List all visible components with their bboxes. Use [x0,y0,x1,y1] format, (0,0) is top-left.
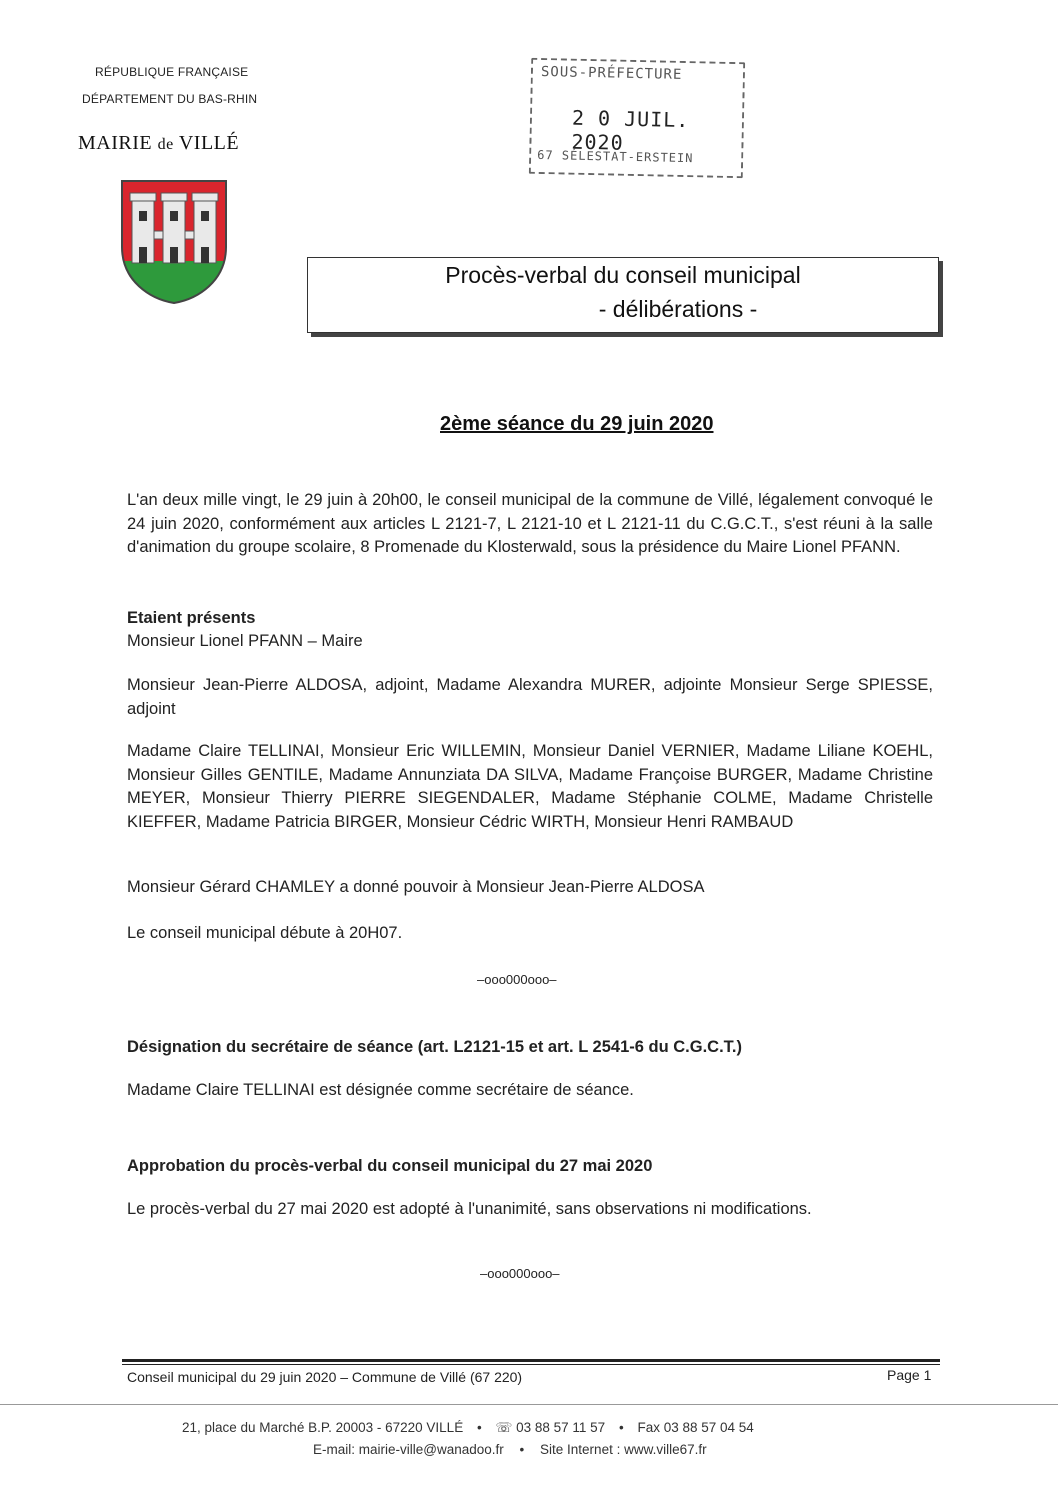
bullet-2: • [618,1420,624,1435]
address-line [182,1420,754,1436]
presents-conseillers: Madame Claire TELLINAI, Monsieur Eric WILLEMIN, Monsieur Daniel VERNIER, Madame Liliane KOEHL, Monsieur Gilles GENTILE, Madame Annunziata DA SILVA, Madame Françoise BURGER, Madame Christine MEYER, Monsieur Thierry PIERRE SIEGENDALER, Madame Stéphanie COLME, Madame Christelle KIEFFER, Madame Patricia BIRGER, Monsieur Cédric WIRTH, Monsieur Henri RAMBAUD [127,742,933,831]
section-secretaire-text: Madame Claire TELLINAI est désignée comme secrétaire de séance. [127,1081,634,1099]
coat-of-arms-icon [118,177,230,305]
mairie-ville: VILLÉ [178,132,240,154]
presents-maire: Monsieur Lionel PFANN – Maire [127,632,363,650]
document-subtitle: - délibérations - [598,296,758,322]
document-title: Procès-verbal du conseil municipal [445,262,801,288]
document-title-box [307,257,939,333]
phone-number: ☏ 03 88 57 11 57 [495,1420,606,1435]
presents-adjoints: Monsieur Jean-Pierre ALDOSA, adjoint, Madame Alexandra MURER, adjointe Monsieur Serge SPIESSE, adjoint [127,676,933,718]
intro-paragraph: L'an deux mille vingt, le 29 juin à 20h00, le conseil municipal de la commune de Villé, légalement convoqué le 24 juin 2020, conformément aux articles L 2121-7, L 2121-10 et L 2121-11 du C.G.C.T., s'est réuni à la salle d'animation du groupe scolaire, 8 Promenade du Klosterwald, sous la présidence du Maire Lionel PFANN. [127,491,933,556]
bullet-1: • [476,1420,482,1435]
stamp-date: 2 0 JUIL. 2020 [571,105,690,155]
email-address[interactable]: E-mail: mairie-ville@wanadoo.fr [313,1442,504,1457]
republique-label: RÉPUBLIQUE FRANÇAISE [95,65,249,79]
stamp-line-3: 67 SÉLESTAT-ERSTEIN [537,147,694,166]
section-secretaire-heading: Désignation du secrétaire de séance (art. L2121-15 et art. L 2541-6 du C.G.C.T.) [127,1038,743,1056]
stamp-line-1: SOUS-PRÉFECTURE [540,63,683,83]
bullet-3: • [519,1442,525,1457]
separator-1: –ooo000ooo– [477,972,557,987]
footer-rule [122,1359,940,1362]
presents-pouvoir: Monsieur Gérard CHAMLEY a donné pouvoir à Monsieur Jean-Pierre ALDOSA [127,878,705,896]
departement-label: DÉPARTEMENT DU BAS-RHIN [82,92,258,106]
contact-line [313,1442,707,1457]
mairie-title [78,132,239,155]
debut-text: Le conseil municipal débute à 20H07. [127,924,403,942]
footer-left: Conseil municipal du 29 juin 2020 – Commune de Villé (67 220) [127,1369,523,1385]
website-link[interactable]: Site Internet : www.ville67.fr [540,1442,707,1457]
section-approbation-heading: Approbation du procès-verbal du conseil municipal du 27 mai 2020 [127,1157,653,1175]
seance-heading: 2ème séance du 29 juin 2020 [440,413,714,435]
reception-stamp [529,58,745,178]
postal-address: 21, place du Marché B.P. 20003 - 67220 VILLÉ [182,1420,464,1435]
mairie-de: de [157,136,174,153]
section-approbation-text: Le procès-verbal du 27 mai 2020 est adopté à l'unanimité, sans observations ni modifications. [127,1200,812,1218]
footer-rule-thin [122,1364,940,1365]
page-number: Page 1 [887,1367,932,1383]
fax-number: Fax 03 88 57 04 54 [637,1420,754,1435]
presents-heading: Etaient présents [127,609,256,627]
mairie-word: MAIRIE [78,132,153,154]
separator-2: –ooo000ooo– [480,1266,560,1281]
address-divider [0,1404,1058,1405]
